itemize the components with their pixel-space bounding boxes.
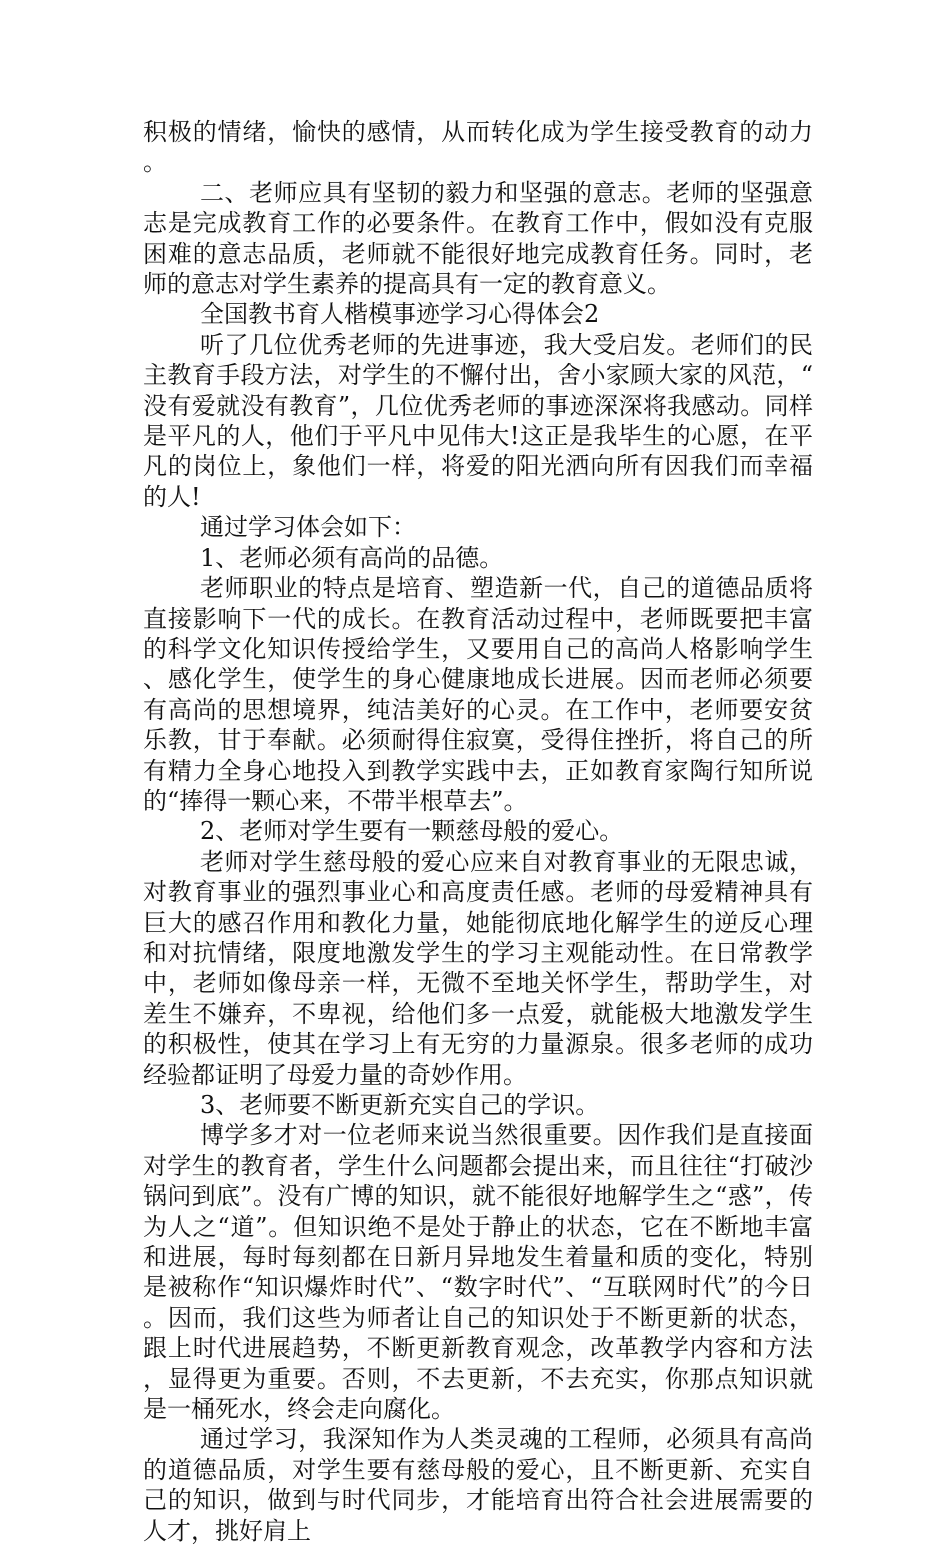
paragraph-summary-intro: 通过学习体会如下： (200, 513, 416, 542)
point-2-body: 老师对学生慈母般的爱心应来自对教育事业的无限忠诚，对教育事业的强烈事业心和高度责任感。老师的母爱精神具有巨大的感召作用和教化力量，她能彻底地化解学生的逆反心理和对抗情绪，限度地激发学生的学习主观能动性。在日常教学中，老师如像母亲一样，无微不至地关怀学生，帮助学生，对差生不嫌弃，不卑视，给他们多一点爱，就能极大地激发学生的积极性，使其在学习上有无穷的力量源泉。很多老师的成功经验都证明了母爱力量的奇妙作用。 (143, 847, 813, 1089)
paragraph-continuation: 积极的情绪，愉快的感情，从而转化成为学生接受教育的动力。 (143, 118, 813, 177)
document-page (143, 117, 813, 1546)
point-2-heading: 2、老师对学生要有一颗慈母般的爱心。 (200, 817, 624, 846)
section-title: 全国教书育人楷模事迹学习心得体会2 (200, 300, 600, 329)
point-3-body: 博学多才对一位老师来说当然很重要。因作我们是直接面对学生的教育者，学生什么问题都会提出来，而且往往“打破沙锅问到底”。没有广博的知识，就不能很好地解学生之“惑”，传为人之“道”。但知识绝不是处于静止的状态，它在不断地丰富和进展，每时每刻都在日新月异地发生着量和质的变化，特别是被称作“知识爆炸时代”、“数字时代”、“互联网时代”的今日。因而，我们这些为师者让自己的知识处于不断更新的状态，跟上时代进展趋势，不断更新教育观念，改革教学内容和方法，显得更为重要。否则，不去更新，不去充实，你那点知识就是一桶死水，终会走向腐化。 (143, 1121, 813, 1424)
point-1-body: 老师职业的特点是培育、塑造新一代，自己的道德品质将直接影响下一代的成长。在教育活动过程中，老师既要把丰富的科学文化知识传授给学生，又要用自己的高尚人格影响学生、感化学生，使学生的身心健康地成长进展。因而老师必须要有高尚的思想境界，纯洁美好的心灵。在工作中，老师要安贫乐教，甘于奉献。必须耐得住寂寞，受得住挫折，将自己的所有精力全身心地投入到教学实践中去，正如教育家陶行知所说的“捧得一颗心来，不带半根草去”。 (143, 574, 813, 815)
point-3-heading: 3、老师要不断更新充实自己的学识。 (200, 1091, 600, 1119)
paragraph-conclusion: 通过学习，我深知作为人类灵魂的工程师，必须具有高尚的道德品质，对学生要有慈母般的爱心，且不断更新、充实自己的知识，做到与时代同步，才能培育出符合社会进展需要的人才，挑好肩上 (143, 1425, 813, 1545)
paragraph-teacher-willpower: 二、老师应具有坚韧的毅力和坚强的意志。老师的坚强意志是完成教育工作的必要条件。在教育工作中，假如没有克服困难的意志品质，老师就不能很好地完成教育任务。同时，老师的意志对学生素养的提高具有一定的教育意义。 (143, 178, 813, 299)
paragraph-inspiration: 听了几位优秀老师的先进事迹，我大受启发。老师们的民主教育手段方法，对学生的不懈付出，舍小家顾大家的风范，“没有爱就没有教育”，几位优秀老师的事迹深深将我感动。同样是平凡的人，他们于平凡中见伟大!这正是我毕生的心愿，在平凡的岗位上，象他们一样，将爱的阳光洒向所有因我们而幸福的人! (143, 330, 813, 511)
point-1-heading: 1、老师必须有高尚的品德。 (200, 543, 504, 572)
